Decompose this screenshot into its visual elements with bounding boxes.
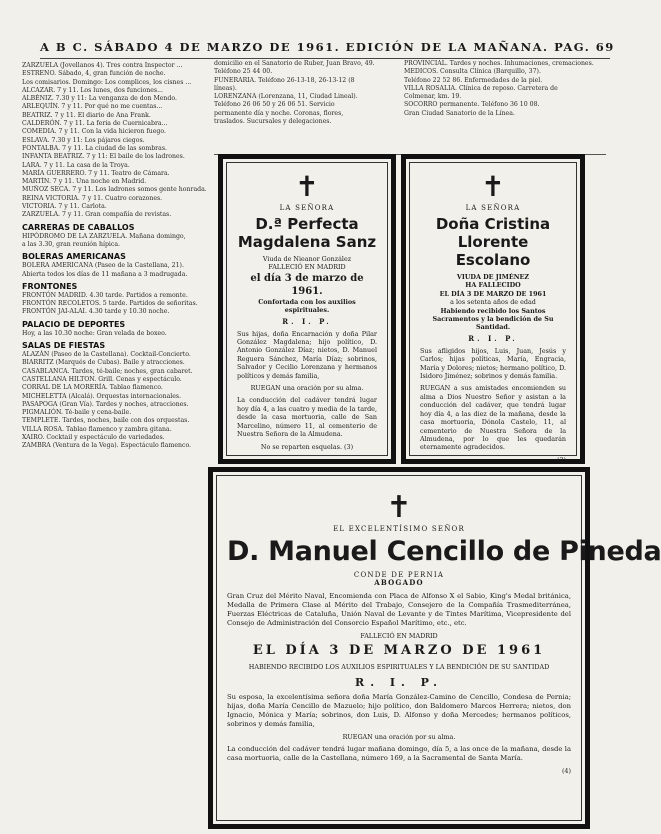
listing-line: ALCAZAR. 7 y 11. Los lunes, dos funciones...: [22, 86, 163, 94]
deceased-name: Doña Cristina Llorente Escolano: [435, 215, 551, 269]
section-heading: PALACIO DE DEPORTES: [22, 319, 126, 329]
listing-line: REINA VICTORIA. 7 y 11. Cuatro corazones.: [22, 194, 163, 202]
listing-section-theatres: [22, 62, 208, 220]
top-notices-right: [404, 60, 600, 152]
deceased-name: D. Manuel Cencillo de Pineda: [227, 536, 661, 567]
listing-line: Abierta todos los días de 11 mañana a 3 madrugada.: [22, 270, 188, 278]
no-cards-note: No se reparten esquelas.: [260, 442, 342, 451]
footer-line: [237, 443, 377, 451]
listing-line: ZARZUELA. 7 y 11. Gran compañía de revistas.: [22, 211, 172, 219]
funeral-text: La conducción del cadáver tendrá lugar hoy día 4, a las cuatro y media de la tarde, desde la casa mortuoria, calle de San Marcelino, número 11, al cementerio de Nuestra Señora de la Almudena.: [237, 396, 377, 439]
listing-line: a las 3.30, gran reunión hípica.: [22, 240, 121, 248]
obituary-titles: [227, 571, 571, 588]
deceased-name: D.ª Perfecta Magdalena Sanz: [237, 215, 377, 251]
listing-section-frontones: [22, 281, 208, 317]
notice-line: Colmenar, km. 19.: [404, 93, 462, 101]
listing-line: XAIRO. Cocktail y espectáculo de variedades.: [22, 433, 165, 441]
family-text: Sus afligidos hijos, Luis, Juan, Jesús y Carlos; hijas políticas, María, Engracia, María y Dolores; nietos; hermano político, D. Isidoro Jiménez; sobrinos y demás familia.: [420, 346, 566, 381]
honors-text: Gran Cruz del Mérito Naval, Encomienda con Placa de Alfonso X el Sabio, King's Medal británica, Medalla de Primera Clase al Mérito del Trabajo, Consejero de la Compañía Trasmediterránea, Fuerzas Eléctricas de Cataluña, Unión Naval de Levante y de Tintes Marítima, Vicepresidente del Consejo de Administración del Consorcio Español Marítimo, etc., etc.: [227, 591, 571, 627]
listing-line: CASTELLANA HILTON. Grill. Cenas y espectáculo.: [22, 375, 182, 383]
section-heading: CARRERAS DE CABALLOS: [22, 222, 135, 232]
place-line: HA FALLECIDO: [465, 281, 521, 290]
notice-line: VILLA ROSALIA. Clínica de reposo. Carretera de: [404, 84, 558, 92]
listing-line: MUÑOZ SECA. 7 y 11. Los ladrones somos gente honrada.: [22, 186, 207, 194]
listing-line: FONTALBA. 7 y 11. La ciudad de las sombras.: [22, 144, 167, 152]
noble-title: CONDE DE PERNIA: [353, 571, 445, 579]
notice-line: Teléfono 22 52 86. Enfermedades de la piel.: [404, 76, 543, 84]
listing-line: BIARRITZ (Marqués de Cubas). Baile y atracciones.: [22, 359, 185, 367]
rip-line: R. I. P.: [355, 675, 443, 689]
listing-line: Los comisarios. Domingo: Los complices, los cisnes ...: [22, 78, 192, 86]
rip-line: R. I. P.: [468, 333, 518, 343]
obituary-inner-frame: [226, 162, 388, 456]
obituary-inner-frame: [216, 475, 661, 821]
listing-line: ZARZUELA (Jovellanos 4). Tres contra Inspector ...: [22, 62, 183, 69]
section-heading: BOLERAS AMERICANAS: [22, 252, 126, 262]
profession: ABOGADO: [374, 578, 424, 588]
obituary-intro: LA SEÑORA: [279, 204, 335, 212]
listing-section-sports-palace: [22, 319, 208, 338]
listing-line: TEMPLETE. Tardes, noches, baile con dos orquestas.: [22, 417, 190, 425]
date-line: EL DÍA 3 DE MARZO DE 1961: [439, 289, 547, 298]
ruegan-line: RUEGAN una oración por su alma.: [342, 732, 456, 741]
listing-line: PIGMALIÓN. Té-baile y cena-baile.: [22, 409, 132, 417]
sacraments-line: HABIENDO RECIBIDO LOS AUXILIOS ESPIRITUALES Y LA BENDICIÓN DE SU SANTIDAD: [248, 663, 550, 672]
notice-line: permanente día y noche. Coronas, flores,: [214, 109, 344, 117]
obituary-inner-frame: [409, 162, 577, 464]
listing-section-party-halls: [22, 340, 208, 451]
notice-line: Teléfono 25 44 00.: [214, 68, 273, 76]
listing-line: PASAPOGA (Gran Vía). Tardes y noches, atracciones.: [22, 400, 189, 408]
listing-line: CALDERÓN. 7 y 11. La feria de Cuernicabra...: [22, 120, 168, 128]
obituary-cristina-llorente: [401, 154, 585, 464]
notice-line: Gran Ciudad Sanatorio de la Línea.: [404, 109, 515, 117]
page-header: A B C. SÁBADO 4 DE MARZO DE 1961. EDICIÓN DE LA MAÑANA. PAG. 69: [40, 40, 615, 54]
listing-line: FRONTÓN RECOLETOS. 5 tarde. Partidos de señoritas.: [22, 300, 198, 308]
obituary-intro: EL EXCELENTÍSIMO SEÑOR: [333, 525, 465, 533]
section-heading: FRONTONES: [22, 281, 78, 291]
listing-line: ESTRENO. Sábado, 4, gran función de noche.: [22, 70, 166, 78]
age-line: a los setenta años de edad: [450, 298, 536, 307]
widow-line: Viuda de Nieanor González: [262, 255, 352, 263]
obituary-intro: LA SEÑORA: [465, 204, 521, 212]
listing-line: BEATRIZ. 7 y 11. El diario de Ana Frank.: [22, 111, 151, 119]
widow-line: VIUDA DE JIMÉNEZ: [456, 273, 530, 281]
ref-number: (4): [561, 767, 571, 776]
listing-line: MARTÍN. 7 y 11. Una noche en Madrid.: [22, 178, 147, 186]
cross-icon: ✝: [386, 490, 412, 525]
ruegan-text: RUEGAN a sus amistades encomienden su alma a Dios Nuestro Señor y asistan a la conducción del cadáver, que tendrá lugar hoy día 4, a las diez de la mañana, desde la casa mortuoria, Dónola Castelo, 11, al cementerio de Nuestra Señora de la Almudena, por lo que les quedarán eternamente agradecidos.: [420, 384, 566, 452]
listing-line: ESLAVA. 7.30 y 11: Los pájaros ciegos.: [22, 136, 145, 144]
top-notices-left: [214, 60, 400, 152]
listing-line: CASABLANCA. Tardes, té-baile; noches, gran cabaret.: [22, 367, 193, 375]
obituary-details: [420, 273, 566, 332]
cross-icon: ✝: [295, 170, 319, 203]
listing-line: CORRAL DE LA MORERÍA. Tablao flamenco.: [22, 384, 163, 392]
family-text: Sus hijas, doña Encarnación y doña Pilar González Magdalena; hijo político, D. Antonio González Díaz; nietos, D. Manuel Reguera Sánchez, María Díaz; sobrinos, Salvador y Cecilio Lorenzana y hermanos políticos y demás familia,: [237, 329, 377, 380]
rip-line: R. I. P.: [282, 316, 332, 326]
listing-line: ALBÉNIZ. 7.30 y 11: La venganza de don Mendo.: [22, 95, 177, 103]
listing-line: HIPÓDROMO DE LA ZARZUELA. Mañana domingo,: [22, 232, 186, 240]
listing-line: INFANTA BEATRIZ. 7 y 11: El baile de los ladrones.: [22, 153, 185, 161]
sacraments-line: Confortada con los auxilios espirituales.: [258, 297, 356, 315]
header-rule: [40, 58, 610, 59]
date-line: el día 3 de marzo de 1961.: [250, 272, 364, 297]
listing-line: ZAMBRA (Ventura de la Vega). Espectáculo flamenco.: [22, 442, 192, 450]
listing-line: MICHELETTA (Alcalá). Orquestas internacionales.: [22, 392, 182, 400]
sacraments-line: Habiendo recibido los Santos Sacramentos y la bendición de Su Santidad.: [432, 306, 554, 332]
date-line: EL DÍA 3 DE MARZO DE 1961: [252, 643, 546, 659]
obituary-details: [237, 255, 377, 315]
section-heading: SALAS DE FIESTAS: [22, 341, 106, 351]
notice-line: domicilio en el Sanatorio de Ruber, Juan Bravo, 49.: [214, 60, 375, 67]
listing-line: VICTORIA. 7 y 11. Carlota.: [22, 203, 107, 211]
notice-line: FUNERARIA. Teléfono 26-13-18, 26-13-12 (8: [214, 76, 355, 84]
notice-line: traslados. Sucursales y delegaciones.: [214, 118, 332, 126]
notice-line: Teléfono 26 06 50 y 26 06 51. Servicio: [214, 101, 335, 109]
listing-line: MARÍA GUERRERO. 7 y 11. Teatro de Cámara.: [22, 169, 170, 177]
listing-line: ALAZÁN (Paseo de la Castellana). Cocktail-Concierto.: [22, 351, 191, 359]
listing-line: BOLERA AMERICANA (Paseo de la Castellana, 21).: [22, 262, 184, 270]
obituary-perfecta-magdalena: [218, 154, 396, 464]
listing-line: LARA. 7 y 11. La casa de la Troya.: [22, 161, 130, 169]
listing-section-bowling: [22, 251, 208, 279]
ref-number: (3): [556, 455, 566, 464]
notice-line: PROVINCIAL. Tardes y noches. Inhumaciones, cremaciones.: [404, 60, 594, 67]
obituary-manuel-cencillo: [208, 467, 661, 829]
listing-line: COMEDIA. 7 y 11. Con la vida hicieron fuego.: [22, 128, 166, 136]
family-text: Su esposa, la excelentísima señora doña María González-Camino de Cencillo, Condesa de Pernia; hijas, doña María Cencillo de Mazuelo; hijo político, don Baldomero Marcos Herrera; nietos, don Ignacio, Mónica y María; sobrinos, don Luis, D. Alfonso y doña Mercedes; hermanos políticos, sobrinos y demás familia,: [227, 692, 571, 728]
notice-line: LORENZANA (Lorenzana, 11, Ciudad Lineal).: [214, 93, 358, 101]
listing-line: ARLEQUÍN. 7 y 11. Por qué no me cuentas...: [22, 103, 163, 111]
listing-section-races: [22, 222, 208, 250]
listings-column: [22, 62, 208, 832]
notice-line: SOCORRO permanente. Teléfono 36 10 08.: [404, 101, 540, 109]
listing-line: FRONTÓN MADRID. 4.30 tarde. Partidos a remonte.: [22, 291, 188, 299]
listing-line: FRONTÓN JAI-ALAI. 4.30 tarde y 10.30 noche.: [22, 308, 170, 316]
funeral-text: La conducción del cadáver tendrá lugar mañana domingo, día 5, a las once de la mañana, desde la casa mortuoria, calle de la Castellana, número 169, a la Sacramental de Santa María.: [227, 745, 571, 763]
place-line: FALLECIÓ EN MADRID: [360, 631, 438, 640]
notice-line: líneas).: [214, 84, 237, 92]
listing-line: VILLA ROSA. Tablao flamenco y zambra gitana.: [22, 425, 172, 433]
cross-icon: ✝: [481, 170, 505, 203]
place-line: FALLECIÓ EN MADRID: [268, 263, 346, 272]
listing-line: Hoy, a las 10.30 noche: Gran velada de boxeo.: [22, 329, 167, 337]
ref-number: (3): [344, 442, 354, 451]
ruegan-line: RUEGAN una oración por su alma.: [250, 384, 364, 393]
notice-line: MEDICOS. Consulta Clínica (Barquillo, 37).: [404, 68, 541, 76]
